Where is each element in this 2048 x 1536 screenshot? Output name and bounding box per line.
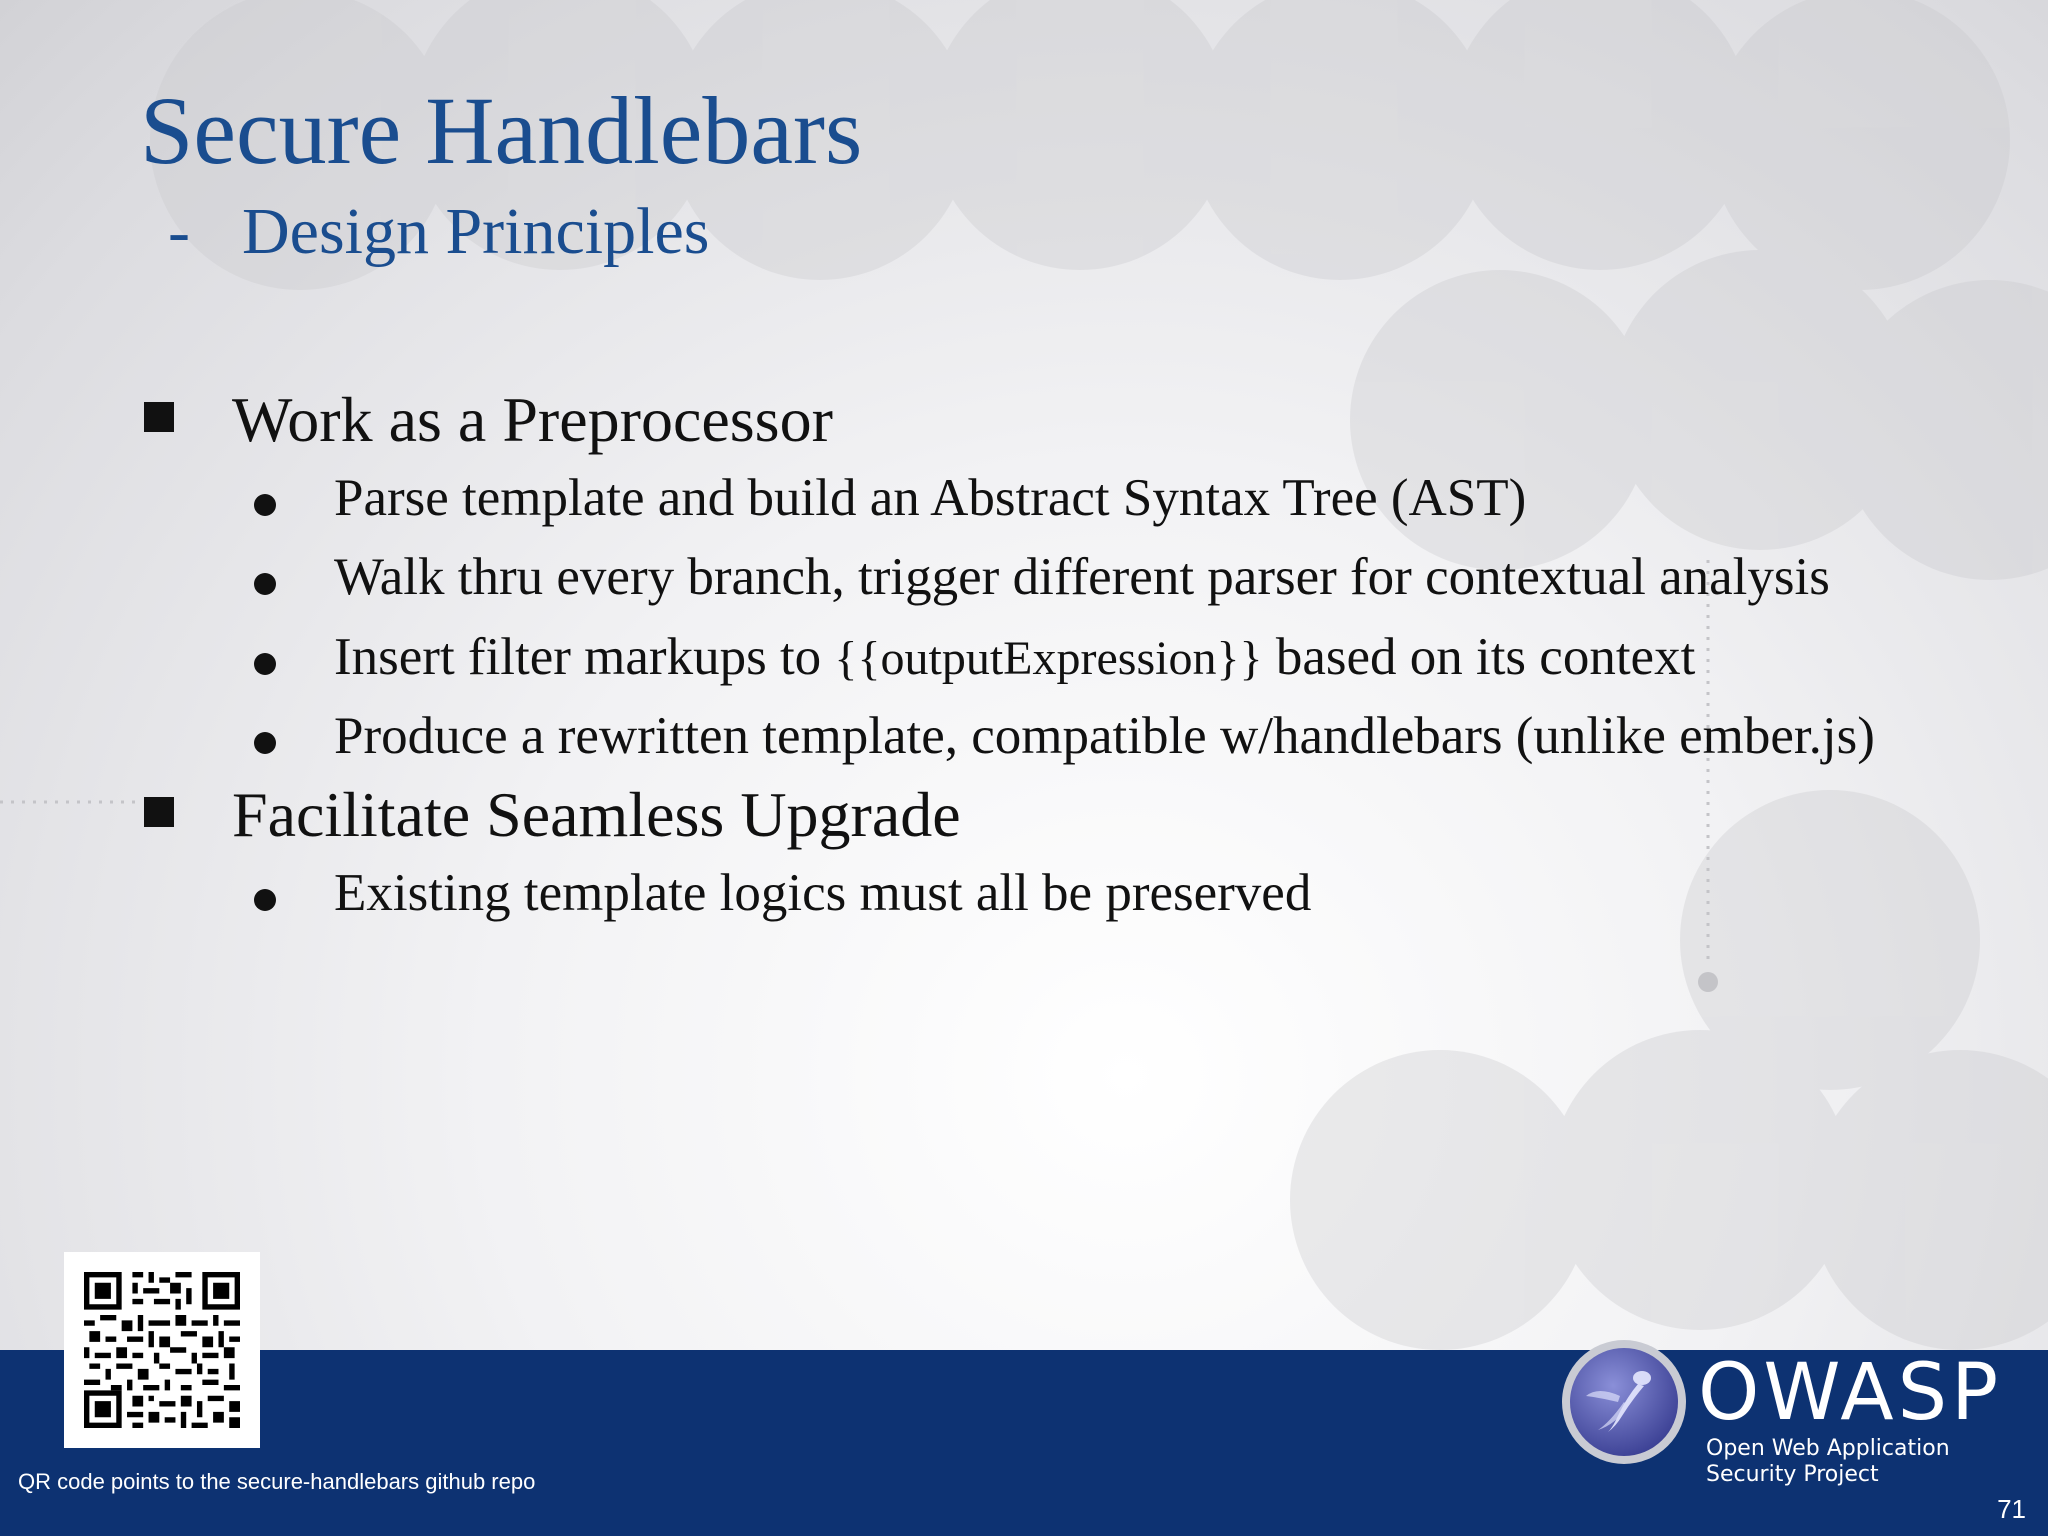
sub-bullet-walk-branches	[140, 538, 2020, 618]
sub-bullet-rewritten-template	[140, 697, 2020, 777]
bullet-text: Facilitate Seamless Upgrade	[232, 778, 961, 850]
subtitle-text: Design Principles	[242, 195, 710, 268]
sub-bullet-preserve-logics	[140, 854, 2020, 934]
bullet-work-as-preprocessor	[140, 382, 2020, 459]
owasp-subtitle-line2: Security Project	[1706, 1462, 1879, 1488]
bullet-list	[140, 382, 2020, 933]
sub-bullet-text: Existing template logics must all be preserved	[334, 863, 1312, 922]
sub-bullet-text-post: based on its context	[1262, 627, 1696, 686]
output-expression-code: {{outputExpression}}	[834, 631, 1263, 685]
square-bullet-icon	[144, 402, 174, 432]
round-bullet-icon	[254, 732, 276, 754]
owasp-subtitle	[1706, 1436, 1950, 1489]
sub-bullet-parse-template	[140, 459, 2020, 539]
qr-caption: QR code points to the secure-handlebars github repo	[18, 1469, 536, 1494]
round-bullet-icon	[254, 573, 276, 595]
round-bullet-icon	[254, 889, 276, 911]
qr-code	[64, 1252, 260, 1448]
sub-bullet-text: Produce a rewritten template, compatible w/handlebars (unlike ember.js)	[334, 707, 1875, 766]
round-bullet-icon	[254, 653, 276, 675]
sub-bullet-text: Walk thru every branch, trigger different parser for contextual analysis	[334, 548, 1830, 607]
slide-title: Secure Handlebars	[140, 77, 863, 184]
bullet-text: Work as a Preprocessor	[232, 384, 833, 455]
subtitle-dash: -	[168, 195, 190, 268]
owasp-wordmark: OWASP	[1698, 1348, 2003, 1438]
owasp-wasp-logo-icon	[1558, 1336, 1690, 1468]
square-bullet-icon	[144, 797, 174, 827]
round-bullet-icon	[254, 494, 276, 516]
owasp-subtitle-line1: Open Web Application	[1706, 1436, 1950, 1461]
page-number: 71	[1997, 1494, 2026, 1524]
slide-subtitle	[168, 196, 709, 269]
bullet-seamless-upgrade	[140, 777, 2020, 854]
sub-bullet-text-pre: Insert filter markups to	[334, 627, 835, 686]
qr-code-icon	[84, 1272, 240, 1428]
sub-bullet-text: Parse template and build an Abstract Syntax Tree (AST)	[334, 468, 1527, 527]
sub-bullet-insert-filter	[140, 618, 2020, 698]
